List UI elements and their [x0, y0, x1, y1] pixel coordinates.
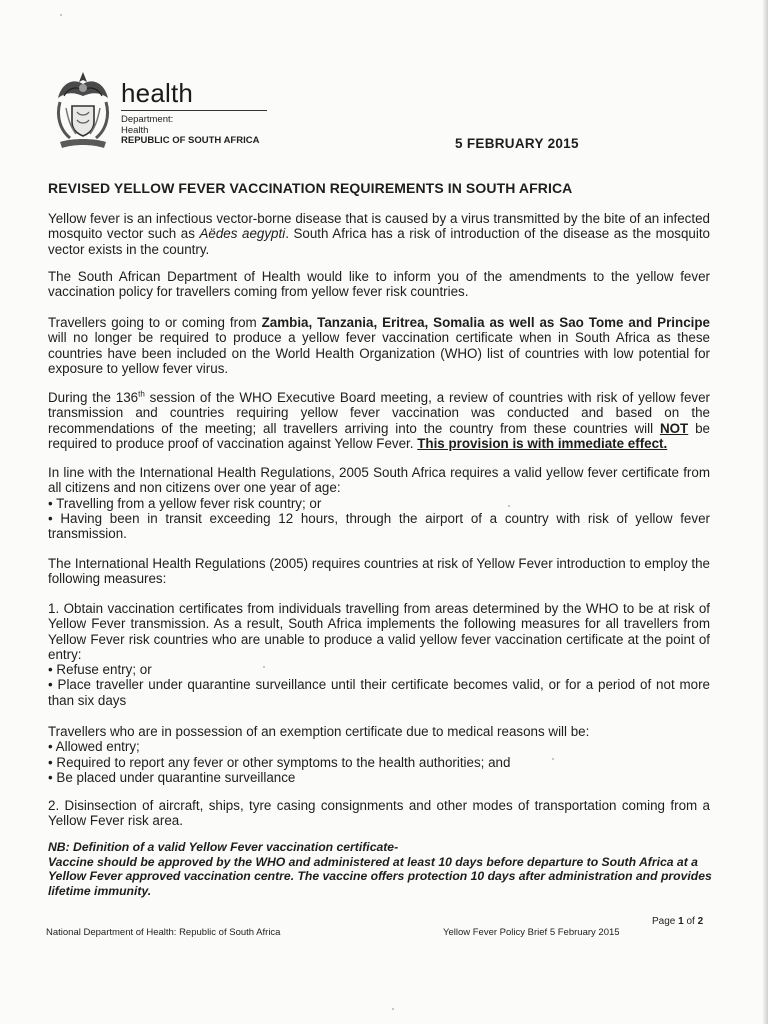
ihr-requirements-text: In line with the International Health Regulations, 2005 South Africa requires a valid yellow fever certificate from all citizens and non citizens over one year of age:: [48, 465, 710, 496]
measure-1-text: 1. Obtain vaccination certificates from individuals travelling from areas determined by the WHO to be at risk of Yellow Fever transmission. As a result, South Africa implements the following measures for all travellers from Yellow Fever risk countries who are unable to produce a valid yellow fever vaccination certificate at the point of entry:: [48, 601, 710, 662]
page-word: Page: [652, 916, 679, 927]
scan-speck: [60, 14, 62, 16]
exemption-text: Travellers who are in possession of an exemption certificate due to medical reasons will be:: [48, 724, 590, 739]
nb-body: Vaccine should be approved by the WHO and administered at least 10 days before departure to South Africa at a Yellow Fever approved vaccination centre. The vaccine offers protection 10 days after administration and provides lifetime immunity.: [48, 854, 712, 898]
species-name: Aëdes aegypti: [199, 226, 286, 242]
scan-speck: [263, 666, 265, 668]
coat-of-arms-icon: [52, 68, 114, 152]
paragraph-intro: [48, 211, 710, 257]
paragraph-measure-2: 2. Disinsection of aircraft, ships, tyre casing consignments and other modes of transportation coming from a Yellow Fever risk area.: [48, 798, 710, 829]
list-item: • Allowed entry;: [48, 739, 140, 755]
brand-word: health: [121, 78, 194, 108]
scan-speck: [392, 1008, 394, 1010]
session-lead: During the 136: [48, 390, 139, 405]
page-total: 2: [697, 916, 704, 927]
department-brand: [121, 78, 271, 147]
immediate-effect-notice: This provision is with immediate effect.: [417, 435, 668, 451]
paragraph-exemption: [48, 724, 710, 785]
paragraph-ihr-measures: The International Health Regulations (2005) requires countries at risk of Yellow Fever introduction to employ the following measures:: [48, 556, 710, 587]
brand-divider: [121, 110, 267, 111]
paragraph-amendments: The South African Department of Health would like to inform you of the amendments to the yellow fever vaccination policy for travellers coming from yellow fever risk countries.: [48, 269, 710, 300]
list-item: • Be placed under quarantine surveillance: [48, 769, 296, 785]
session-middle: session of the WHO Executive Board meeting, a review of countries with risk of yellow fever transmission and countries requiring yellow fever vaccination was conducted and based on the recommendations of the meeting; all travellers arriving into the country from these countries will: [48, 390, 711, 436]
paragraph-measure-1: [48, 601, 710, 708]
nb-heading: NB: Definition of a valid Yellow Fever vaccination certificate-: [48, 840, 399, 854]
dept-line-1: Department:: [121, 114, 174, 125]
not-emphasis: NOT: [659, 420, 689, 436]
dept-line-3: REPUBLIC OF SOUTH AFRICA: [121, 135, 260, 146]
session-tail: be required to produce proof of vaccination against Yellow Fever.: [48, 420, 710, 451]
list-item: • Having been in transit exceeding 12 hours, through the airport of a country with risk of yellow fever transmission.: [48, 510, 710, 542]
scan-speck: [552, 758, 554, 760]
scan-speck: [508, 505, 510, 507]
page-number: [652, 916, 703, 927]
intro-text-a: Yellow fever is an infectious vector-borne disease that is caused by a virus transmitted by the bite of an infected mosquito vector such as: [48, 211, 710, 242]
paragraph-ihr-requirements: [48, 465, 710, 541]
nb-note: [48, 840, 712, 898]
list-item: • Required to report any fever or other symptoms to the health authorities; and: [48, 754, 511, 770]
paragraph-exempt-countries: [48, 315, 710, 376]
footer-right: Yellow Fever Policy Brief 5 February 2015: [443, 927, 620, 938]
list-item: • Travelling from a yellow fever risk country; or: [48, 495, 322, 511]
list-item: • Place traveller under quarantine surveillance until their certificate becomes valid, or for a period of not more than six days: [48, 677, 710, 708]
session-ordinal: th: [138, 389, 145, 399]
document-title: REVISED YELLOW FEVER VACCINATION REQUIREMENTS IN SOUTH AFRICA: [48, 180, 573, 196]
paragraph-who-session: [48, 390, 710, 451]
scan-edge-shadow: [762, 0, 768, 1024]
dept-line-2: Health: [121, 124, 149, 136]
countries-text-b: will no longer be required to produce a yellow fever vaccination certificate when in South Africa as these countries have been included on the World Health Organization (WHO) list of countries with low potential for exposure to yellow fever virus.: [48, 330, 710, 376]
countries-text-a: Travellers going to or coming from: [48, 315, 262, 330]
countries-list: Zambia, Tanzania, Eritrea, Somalia as well as Sao Tome and Principe: [261, 315, 710, 330]
list-item: • Refuse entry; or: [48, 662, 152, 678]
page-current: 1: [678, 916, 684, 927]
footer-left: National Department of Health: Republic of South Africa: [46, 927, 281, 938]
intro-text-b: . South Africa has a risk of introduction of the disease as the mosquito vector exists in the country.: [48, 226, 711, 257]
page-of: of: [683, 916, 698, 927]
document-date: 5 FEBRUARY 2015: [455, 136, 579, 151]
